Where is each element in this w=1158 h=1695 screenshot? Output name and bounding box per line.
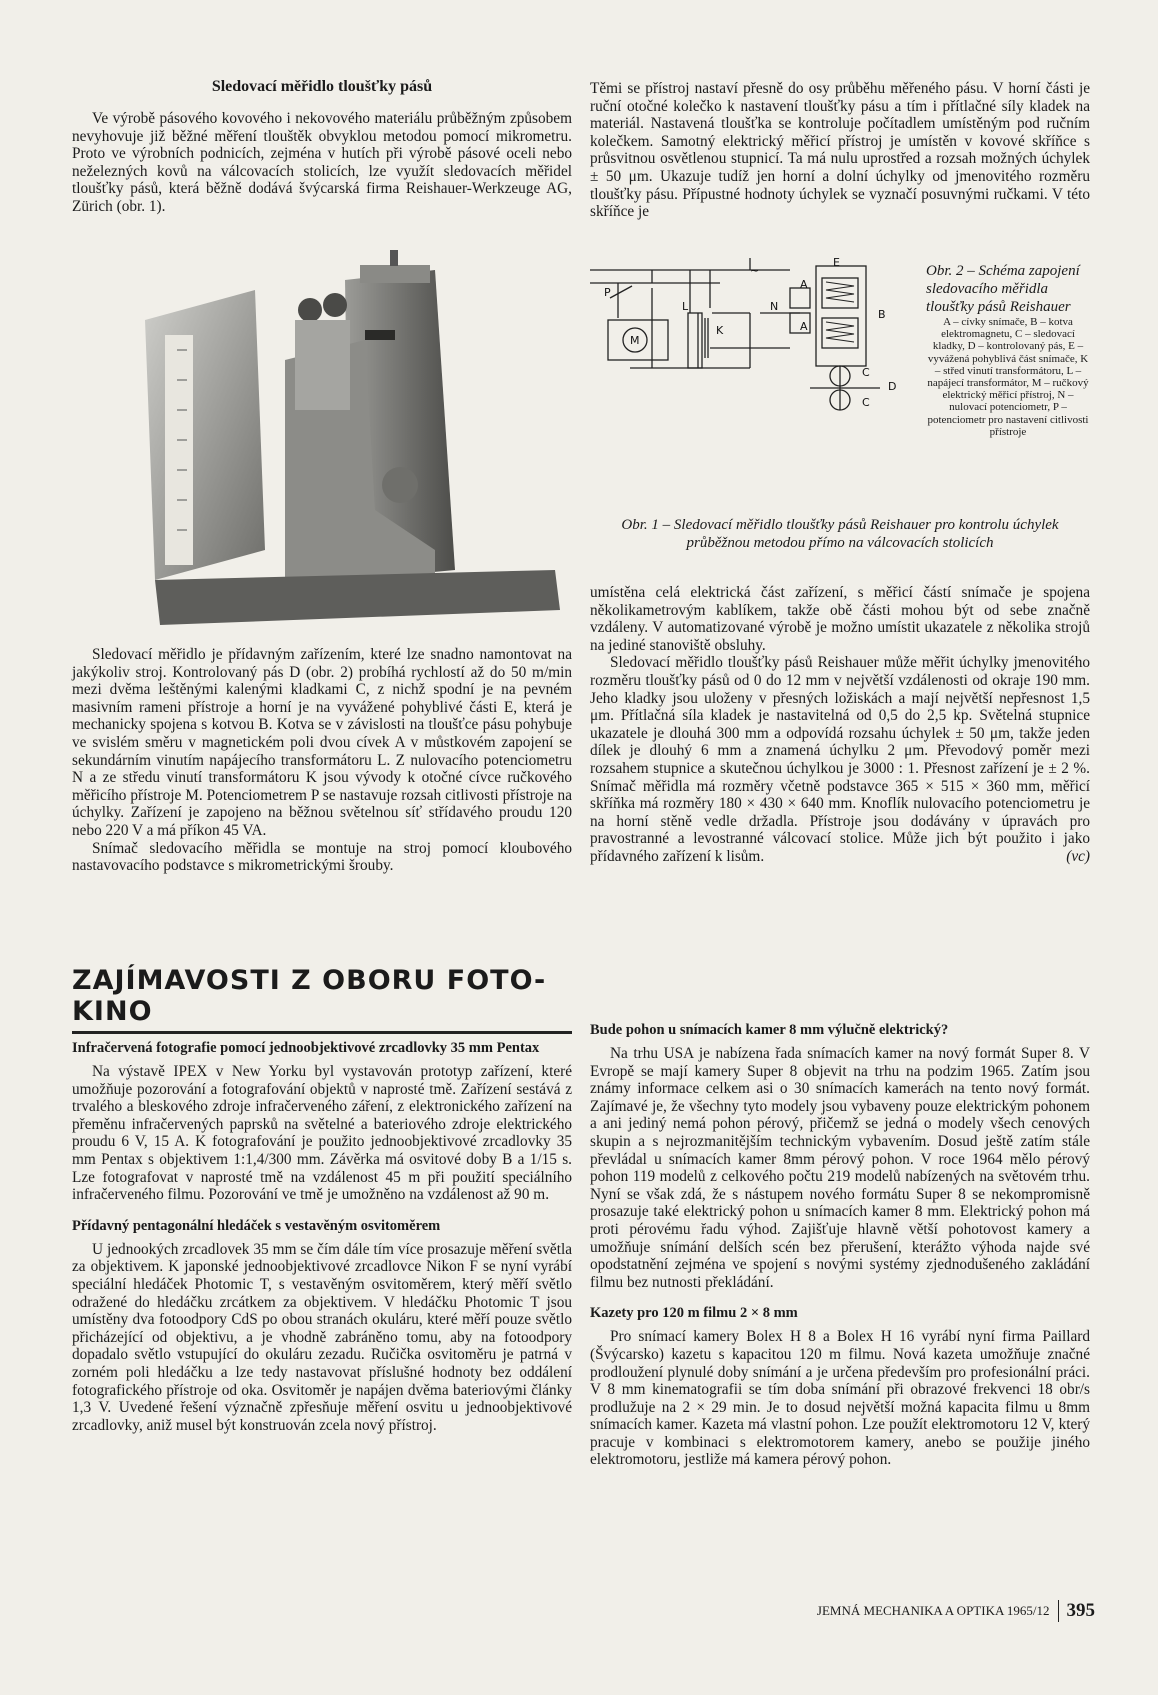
news-paragraph: Na výstavě IPEX v New Yorku byl vystavován prototyp zařízení, které umožňuje pozorování a fotografování objektů v naprosté tmě. Zařízení sestává z trvalého a bleskového zdroje infračerveného záření, z elektronického zařízení na přeměnu infračervených paprsků na světelné a bateriového zdroje elektrického proudu 6 V, 15 A. K fotografování je použito jednoobjektivové zrcadlovky 35 mm Pentax s objektivem 1:1,4/300 mm. Závěrka má osvitové doby B a 1/15 s. Lze fotografovat v naprosté tmě na vzdálenost 45 m při použití speciálního infračerveného filmu. Pozorování ve tmě je umožněno na vzdálenost až 90 m.: [72, 1063, 572, 1204]
label-d: D: [888, 380, 897, 393]
section-heading: ZAJÍMAVOSTI Z OBORU FOTO-KINO: [72, 965, 572, 1034]
label-e: E: [833, 258, 840, 269]
article-body-paragraph: Sledovací měřidlo tloušťky pásů Reishauer může měřit úchylky jmenovitého rozměru tloušťky pásů od 0 do 12 mm v největší vzdálenosti od okraje 190 mm. Jeho kladky jsou uloženy v přesných ložiskách a mají největší nepřesnost 1,5 μm. Přítlačná síla kladek je nastavitelná od 0,5 do 2,5 kp. Světelná stupnice ukazatele je dlouhá 300 mm a odpovídá rozsahu úchylek ± 50 μm, takže jeden dílek je dlouhý 6 mm a znamená úchylku 2 μm. Převodový poměr mezi rozsahem stupnice a skutečnou úchylkou je 3000 : 1. Přesnost zařízení je ± 2 %. Snímač měřidla má rozměry včetně podstavce 365 × 515 × 360 mm, měřicí skříňka má rozměry 180 × 430 × 640 mm. Knoflík nulovacího potenciometru je na horní stěně vedle držadla. Přístroje jsou dodávány v úpravách pro pravostranné a levostranné válcovací stolice. Může jich být použito i jako přídavného zařízení k lisům. (vc): [590, 654, 1090, 865]
label-ac: ~: [750, 264, 760, 277]
label-k: K: [716, 324, 724, 337]
article-intro-column: [72, 110, 572, 216]
news-heading: Bude pohon u snímacích kamer 8 mm výlučně elektrický?: [590, 1022, 949, 1038]
figure2-legend: A – cívky snímače, B – kotva elektromagnetu, C – sledovací kladky, D – kontrolovaný pás, E – vyvážená pohyblivá část snímače, K – střed vinutí transformátoru, L – napájecí transformátor, M – ručkový elektrický měřicí přístroj, N – nulovací potenciometr, P – potenciometr pro nastavení citlivosti přístroje: [927, 316, 1089, 438]
article-body-paragraph: Sledovací měřidlo je přídavným zařízením, které lze snadno namontovat na jakýkoliv stroj. Kontrolovaný pás D (obr. 2) probíhá rychlostí až do 50 m/min mezi dvěma leštěnými kalenými kladkami C, z nichž spodní je na pevném masivním rameni přístroje a horní je na vyvážené pohyblivé části E, která je mechanicky spojena s kotvou B. Kotva se v závislosti na tloušťce pásu pohybuje ve svislém směru v magnetickém poli dvou cívek A v můstkovém zapojení se sekundárním vinutím napájecího transformátoru L. Z nulovacího potenciometru N a ze středu vinutí transformátoru K jsou vývody k otočné cívce ručkového měřicího přístroje M. Potenciometrem P se nastavuje rozsah citlivosti přístroje na úchylky. Zařízení je zapojeno na běžnou světelnou síť střídavého proudu 120 nebo 220 V a má příkon 45 VA.: [72, 646, 572, 839]
figure1-caption: Obr. 1 – Sledovací měřidlo tloušťky pásů Reishauer pro kontrolu úchylek průběžnou metodou přímo na válcovacích stolicích: [621, 517, 1059, 551]
wiring-schematic-diagram: [590, 258, 920, 433]
news-heading: Kazety pro 120 m filmu 2 × 8 mm: [590, 1305, 798, 1322]
news-paragraph: Pro snímací kamery Bolex H 8 a Bolex H 16 vyrábí nyní firma Paillard (Švýcarsko) kazetu s kapacitou 120 m filmu. Nová kazeta umožňuje značné prodloužení plynulé doby snímání a je určena především pro profesionální práci. V 8 mm kinematografii se tím doba snímání při obrazové frekvenci 18 obr/s prodlužuje na 2 × 29 min. Je to dosud největší možná kapacita filmu u 8mm snímacích kamer. Kazeta má vlastní pohon. Lze použít elektromotoru 12 V, který pracuje v kombinaci s elektromotorem kamery, anebo se použije jiného elektromotoru, jestliže má kamera pérový pohon.: [590, 1328, 1090, 1469]
article-body-paragraph: Snímač sledovacího měřidla se montuje na stroj pomocí kloubového nastavovacího podstavce s mikrometrickými šrouby.: [72, 839, 572, 875]
figure2-caption: [926, 262, 1090, 438]
label-a-top: A: [800, 278, 808, 291]
author-signature: (vc): [1066, 847, 1090, 865]
label-a-bottom: A: [800, 320, 808, 333]
news-heading: Infračervená fotografie pomocí jednoobjektivové zrcadlovky 35 mm Pentax: [72, 1040, 540, 1056]
label-c-top: C: [862, 366, 870, 379]
news-paragraph: Na trhu USA je nabízena řada snímacích kamer na nový formát Super 8. V Evropě se mají kamery Super 8 objevit na trhu na podzim 1965. Zatím jsou známy informace celkem asi o 30 snímacích kamerách na tento nový formát. Zajímavé je, že všechny tyto modely jsou vybaveny pouze elektrickým pohonem a ani jediný nemá pohon pérový, přičemž se jedná o modely všech cenových skupin a s nejrozmanitějším technickým vybavením. Dosud ještě zatím stále převládal u snímacích kamer 8mm pérový pohon. V roce 1964 mělo pérový pohon 119 modelů z celkového počtu 219 modelů nabízených na světovém trhu. Nyní se však zdá, že s nástupem nového formátu Super 8 se nekompromisně prosazuje také elektrický pohon u snímacích kamer 8 mm. Elektrický pohon má proti pérovému řadu výhod. Zajišťuje hlavně větší pohotovost kamery a umožňuje snímání delších scén bez přerušení, kterážto výhoda najde své opodstatnění zejména ve spojení s novými systémy zjednodušeného zakládání filmu bez nutnosti překládání.: [590, 1045, 1090, 1291]
label-l: L: [682, 300, 689, 313]
figure2-title: Obr. 2 – Schéma zapojení sledovacího měřidla tloušťky pásů Reishauer: [926, 263, 1080, 315]
news-paragraph: U jednookých zrcadlovek 35 mm se čím dále tím více prosazuje měření světla za objektivem. K japonské jednoobjektivové zrcadlovce Nikon F se nyní vyrábí speciální hledáček Photomic T, s vestavěným osvitoměrem, který měří světlo odražené do hledáčku zrcátkem za objektivem. V hledáčku Photomic T jsou umístěny dva fotoodpory CdS po obou stranách okuláru, které měří pouze světlo přicházející od objektivu, a je vhodně zabráněno tomu, aby na fotoodpory dopadalo světlo vstupující do okuláru zezadu. Ručička osvitoměru je patrná v zorném poli hledáčku a lze tedy nastavovat příslušné hodnoty bez oddálení fotografického přístroje od oka. Osvitoměr je napájen dvěma bateriovými články 1,3 V. Uvedené řešení význačně zpřesňuje měření osvitu u jednoobjektivové zrcadlovky, aniž musel být konstruován zcela nový přístroj.: [72, 1240, 572, 1434]
label-c-bottom: C: [862, 396, 870, 409]
page-footer: [775, 1600, 1095, 1622]
right-top-paragraph: Těmi se přístroj nastaví přesně do osy průběhu měřeného pásu. V horní části je ruční otočné kolečko k nastavení tloušťky pásu a tím i přítlačné síly kladek na materiál. Nastavená tloušťka se kontroluje počítadlem umístěným pod ručním kolečkem. Samotný elektrický měřicí přístroj je umístěn v kovové skříňce s průsvitnou osvětlenou stupnicí. Ta má nulu uprostřed a rozsah možných úchylek ± 50 μm. Ukazuje tudíž jen horní a dolní úchylky od jmenovitého rozměru tloušťky pásu. Přípustné hodnoty úchylek se vyznačí posuvnými ručkami. V této skříňce je: [590, 80, 1090, 221]
label-n: N: [770, 300, 779, 313]
article-body-paragraph: umístěna celá elektrická část zařízení, s měřicí částí snímače je spojena několikametrovým kablíkem, takže obě části mohou být od sebe značně vzdáleny. V automatizované výrobě je možno umístit ukazatele z několika strojů na jediné stanoviště obsluhy.: [590, 584, 1090, 654]
right-column-top: [590, 80, 1090, 221]
news-heading: Přídavný pentagonální hledáček s vestavěným osvitoměrem: [72, 1217, 441, 1234]
news-right-column: [590, 1022, 1090, 1469]
article-left-body: [72, 646, 572, 875]
news-left-column: [72, 1040, 572, 1434]
article-intro-paragraph: Ve výrobě pásového kovového i nekovového materiálu průběžným způsobem nevyhovuje již běžné měření tlouštěk obvyklou metodou pomocí mikrometru. Proto ve výrobních podnicích, zejména v hutích při výrobě pásové oceli nebo neželezných kovů na válcovacích stolicích, lze využít sledovacích měřidel tloušťky pásů, která běžně dodává švýcarská firma Reishauer-Werkzeuge AG, Zürich (obr. 1).: [72, 110, 572, 215]
measuring-device-photo: [135, 250, 565, 640]
journal-name: JEMNÁ MECHANIKA A OPTIKA 1965/12: [816, 1603, 1050, 1618]
article-right-body: [590, 584, 1090, 866]
label-p: P: [604, 286, 611, 299]
page-number: 395: [1058, 1600, 1096, 1622]
label-b: B: [878, 308, 886, 321]
article-title: Sledovací měřidlo tloušťky pásů: [211, 78, 433, 95]
label-m: M: [630, 334, 640, 347]
